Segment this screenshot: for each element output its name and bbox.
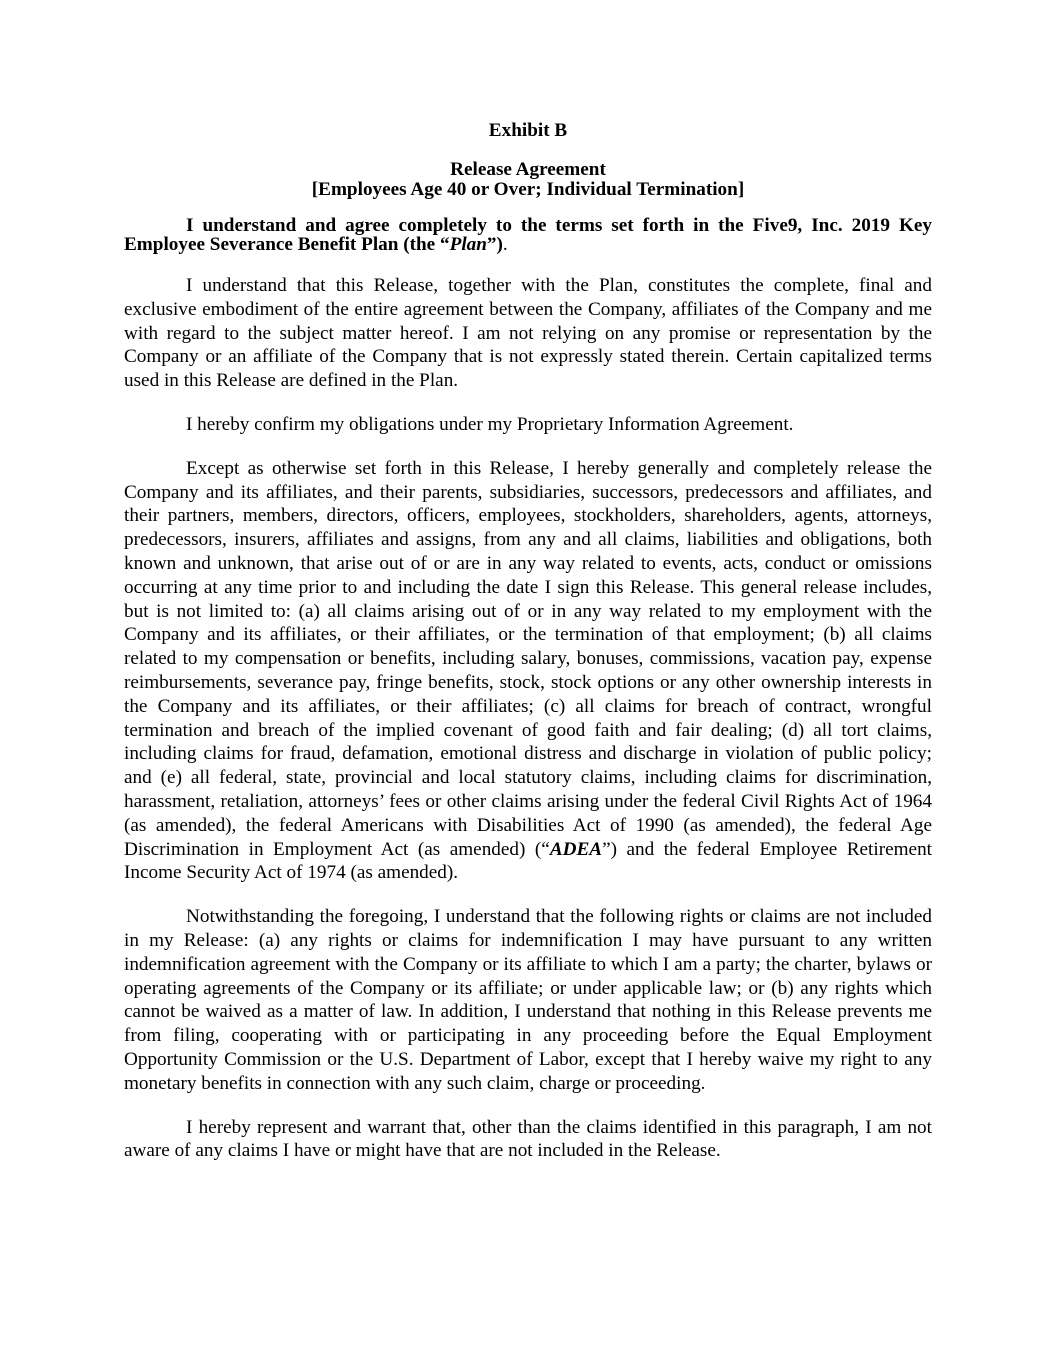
entire-agreement-paragraph: I understand that this Release, together with the Plan, constitutes the complete, final and exclusive embodiment of the entire agreement between the Company, affiliates of the Company and me with regard to the subject matter hereof. I am not relying on any promise or representation by the Company or an affiliate of the Company that is not expressly stated therein. Certain capitalized terms used in this Release are defined in the Plan. xyxy=(124,275,932,392)
document-page xyxy=(124,118,932,1183)
agreement-title xyxy=(124,160,932,200)
general-release-text: Except as otherwise set forth in this Release, I hereby generally and completely release the Company and its affiliates, and their parents, subsidiaries, successors, predecessors and affiliates, and their partners, members, directors, officers, employees, stockholders, shareholders, agents, attorneys, predecessors, insurers, affiliates and assigns, from any and all claims, liabilities and obligations, both known and unknown, that arise out of or are in any way related to events, acts, conduct or omissions occurring at any time prior to and including the date I sign this Release. This general release includes, but is not limited to: (a) all claims arising out of or in any way related to my employment with the Company and its affiliates, or their affiliates, or the termination of that employment; (b) all claims related to my compensation or benefits, including salary, bonuses, commissions, vacation pay, expense reimbursements, severance pay, fringe benefits, stock, stock options or any other ownership interests in the Company and its affiliates, or their affiliates; (c) all claims for breach of contract, wrongful termination and breach of the implied covenant of good faith and fair dealing; (d) all tort claims, including claims for fraud, defamation, emotional distress and discharge in violation of public policy; and (e) all federal, state, provincial and local statutory claims, including claims for discrimination, harassment, retaliation, attorneys’ fees or other claims arising under the federal Civil Rights Act of 1964 (as amended), the federal Americans with Disabilities Act of 1990 (as amended), the federal Age Discrimination in Employment Act (as amended) (“ xyxy=(124,457,932,860)
exclusions-paragraph: Notwithstanding the foregoing, I understand that the following rights or claims are not included in my Release: (a) any rights or claims for indemnification I may have pursuant to any written indemnification agreement with the Company or its affiliate to which I am a party; the charter, bylaws or operating agreements of the Company or its affiliate; or under applicable law; or (b) any rights which cannot be waived as a matter of law. In addition, I understand that nothing in this Release prevents me from filing, cooperating with or participating in any proceeding before the Equal Employment Opportunity Commission or the U.S. Department of Labor, except that I hereby waive my right to any monetary benefits in connection with any such claim, charge or proceeding. xyxy=(124,906,932,1094)
agreement-title-line2: [Employees Age 40 or Over; Individual Termination] xyxy=(311,179,745,200)
agreement-title-line1: Release Agreement xyxy=(450,159,606,180)
intro-text-before: I understand and agree completely to the terms set forth in the Five9, Inc. 2019 Key Employee Severance Benefit Plan (the “ xyxy=(124,215,932,255)
intro-paragraph xyxy=(124,216,932,254)
intro-trailing: . xyxy=(502,234,508,255)
representation-paragraph: I hereby represent and warrant that, other than the claims identified in this paragraph, I am not aware of any claims I have or might have that are not included in the Release. xyxy=(124,1116,932,1162)
intro-text-after: ”) xyxy=(486,234,503,255)
exhibit-label: Exhibit B xyxy=(488,120,568,141)
intro-defined-term: Plan xyxy=(449,234,487,255)
general-release-paragraph xyxy=(124,457,932,885)
general-release-text-end: ”) and the federal Employee Retirement Income Security Act of 1974 (as amended). xyxy=(124,838,932,884)
adea-defined-term: ADEA xyxy=(549,838,603,860)
proprietary-info-paragraph: I hereby confirm my obligations under my Proprietary Information Agreement. xyxy=(186,413,794,435)
